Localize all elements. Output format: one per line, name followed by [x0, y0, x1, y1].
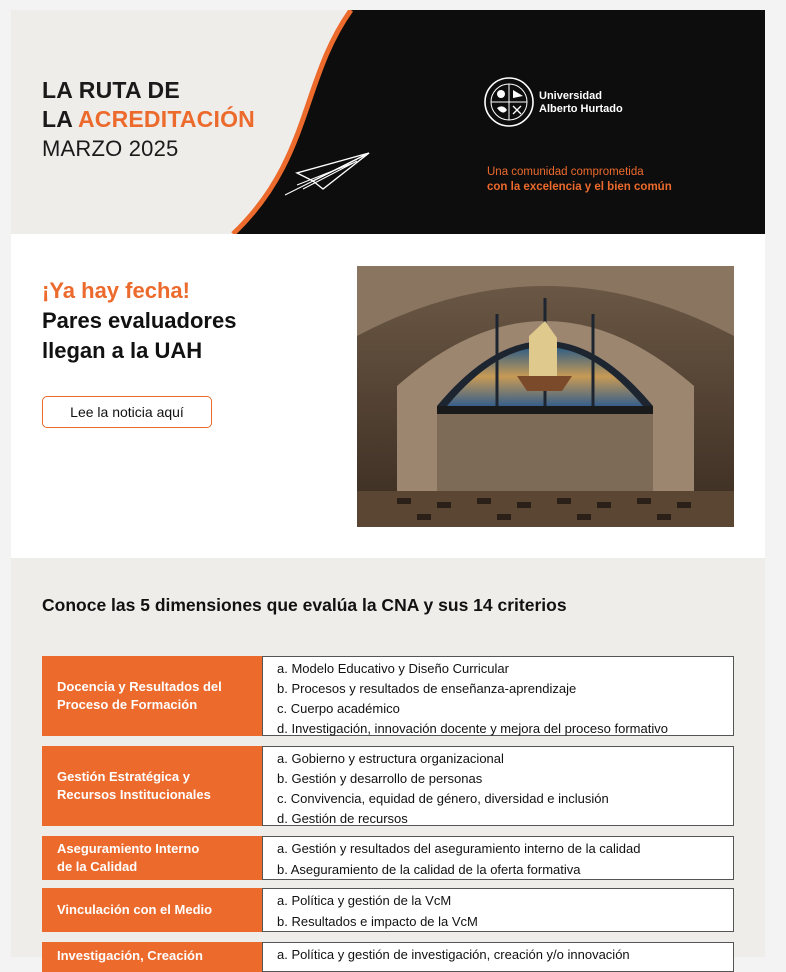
newsletter-title [42, 76, 255, 163]
header-banner [11, 10, 765, 234]
criterion-item: a. Política y gestión de investigación, creación y/o innovación [277, 947, 630, 962]
dimension-label [42, 836, 262, 880]
title-line-2 [42, 105, 255, 134]
university-seal-icon [483, 76, 535, 128]
university-name-line-2: Alberto Hurtado [539, 103, 623, 115]
news-section [11, 234, 765, 558]
criterion-item: a. Política y gestión de la VcM [277, 893, 452, 908]
criteria-list [262, 656, 734, 736]
title-accent: ACREDITACIÓN [77, 106, 255, 132]
criterion-item: c. Convivencia, equidad de género, diversidad e inclusión [277, 791, 609, 806]
criteria-list [262, 836, 734, 880]
dimension-label [42, 888, 262, 932]
dimension-row [42, 746, 734, 826]
criterion-item: a. Gestión y resultados del aseguramiento interno de la calidad [277, 841, 641, 856]
criterion-item: b. Aseguramiento de la calidad de la oferta formativa [277, 862, 581, 877]
title-prefix: LA [42, 106, 78, 132]
tagline-line-1: Una comunidad comprometida [487, 166, 644, 178]
criterion-item: d. Investigación, innovación docente y mejora del proceso formativo [277, 721, 668, 736]
dimension-label [42, 942, 262, 972]
dimension-row [42, 942, 734, 972]
dimension-row [42, 656, 734, 736]
email-newsletter [11, 10, 765, 963]
criterion-item: b. Gestión y desarrollo de personas [277, 771, 483, 786]
dimension-row [42, 836, 734, 880]
criteria-list [262, 942, 734, 972]
tagline-line-2: con la excelencia y el bien común [487, 181, 672, 193]
dimension-label [42, 746, 262, 826]
dimension-label-line-1: Investigación, Creación [57, 948, 203, 963]
dimension-label [42, 656, 262, 736]
criterion-item: a. Gobierno y estructura organizacional [277, 751, 504, 766]
dimension-label-line-1: Docencia y Resultados del [57, 679, 222, 694]
news-kicker: ¡Ya hay fecha! [42, 278, 190, 303]
dimension-label-line-2: Recursos Institucionales [57, 787, 211, 802]
dimension-label-line-1: Gestión Estratégica y [57, 769, 190, 784]
criteria-list [262, 888, 734, 932]
dimensions-title: Conoce las 5 dimensiones que evalúa la CNA y sus 14 criterios [42, 595, 567, 615]
dimension-label-line-2: de la Calidad [57, 859, 138, 874]
criterion-item: a. Modelo Educativo y Diseño Curricular [277, 661, 509, 676]
dimension-row [42, 888, 734, 932]
university-name-line-1: Universidad [539, 90, 602, 102]
title-line-1: LA RUTA DE [42, 77, 180, 103]
news-headline [42, 306, 236, 366]
dimension-label-line-2: Proceso de Formación [57, 697, 198, 712]
title-date: MARZO 2025 [42, 136, 179, 161]
university-name [539, 90, 623, 116]
headline-line-2: llegan a la UAH [42, 338, 203, 363]
criterion-item: b. Resultados e impacto de la VcM [277, 914, 478, 929]
criterion-item: d. Gestión de recursos [277, 811, 408, 826]
criterion-item: b. Procesos y resultados de enseñanza-aprendizaje [277, 681, 577, 696]
stained-glass-window-photo [357, 266, 734, 527]
tagline [487, 165, 672, 195]
dimensions-section [11, 558, 765, 963]
headline-line-1: Pares evaluadores [42, 308, 237, 333]
criterion-item: c. Cuerpo académico [277, 701, 400, 716]
paper-plane-icon [283, 149, 373, 199]
dimension-label-line-1: Vinculación con el Medio [57, 902, 213, 917]
criteria-list [262, 746, 734, 826]
dimension-label-line-1: Aseguramiento Interno [57, 841, 200, 856]
read-news-button[interactable]: Lee la noticia aquí [42, 396, 212, 428]
